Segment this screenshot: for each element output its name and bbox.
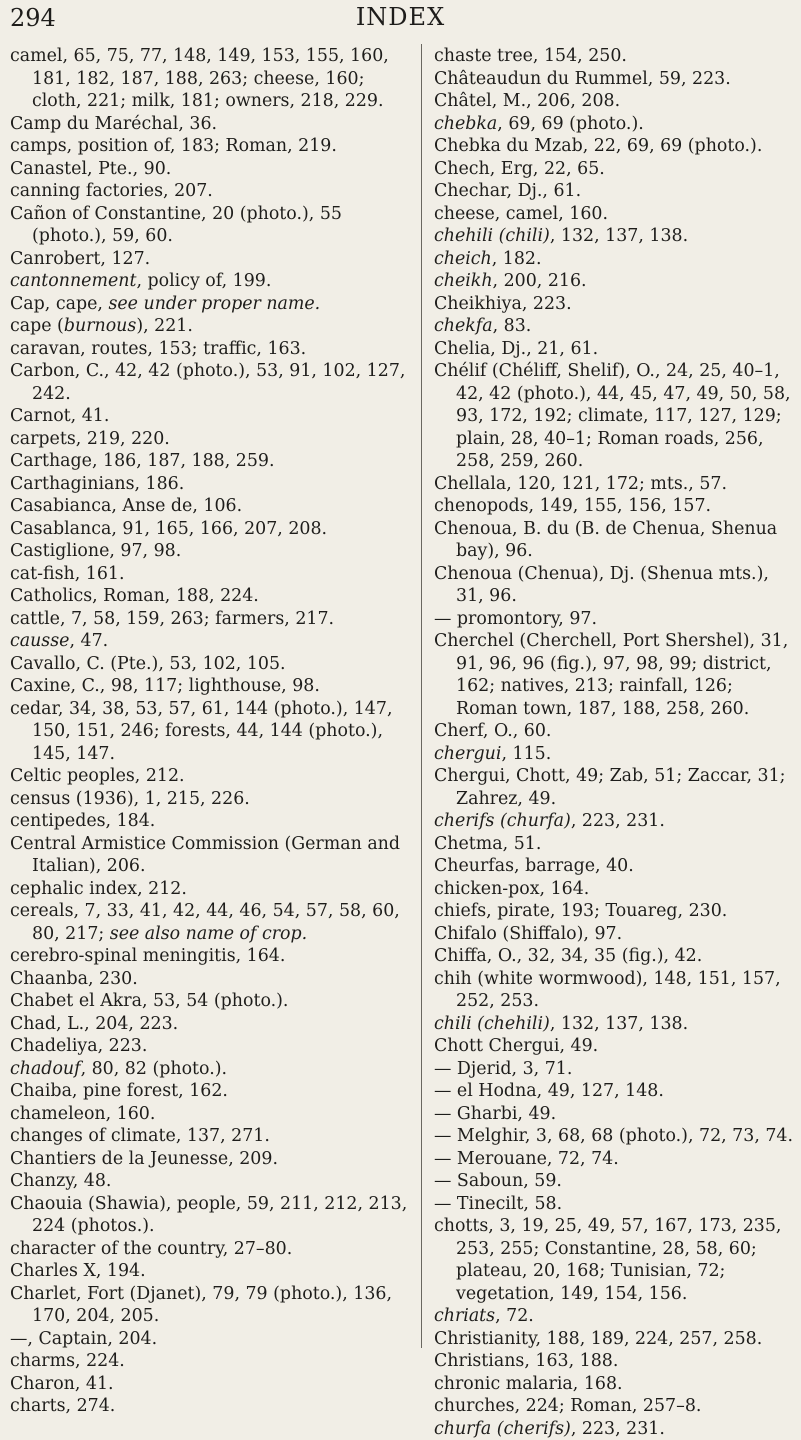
index-entry-text: Chiffa, O., 32, 34, 35 (fig.), 42. [434, 946, 702, 966]
index-entry [10, 675, 418, 698]
index-entry-text: — Merouane, 72, 74. [434, 1149, 619, 1169]
index-entry [10, 540, 418, 563]
index-entry [434, 1305, 794, 1328]
page-number: 294 [10, 4, 56, 32]
index-entry-text: , 182. [492, 249, 542, 269]
index-entry [10, 1058, 418, 1081]
index-entry-text: , 200, 216. [493, 271, 587, 291]
index-entry [434, 1328, 794, 1351]
index-entry [10, 833, 418, 878]
index-entry-text: Carbon, C., 42, 42 (photo.), 53, 91, 102, 127, 242. [10, 361, 405, 404]
index-column-right [434, 45, 794, 1440]
index-entry-text: Cherchel (Cherchell, Port Shershel), 31, 91, 96, 96 (fig.), 97, 98, 99; district, 162; natives, 213; rainfall, 126; Roman town, 187, 188, 258, 260. [434, 631, 788, 719]
index-entry [434, 900, 794, 923]
index-entry [434, 1080, 794, 1103]
index-entry-text: Carthage, 186, 187, 188, 259. [10, 451, 275, 471]
index-entry-italic-text: cheikh [434, 271, 493, 291]
index-entry-text: Cheikhiya, 223. [434, 294, 572, 314]
index-entry-text: Chaouia (Shawia), people, 59, 211, 212, 213, 224 (photos.). [10, 1194, 407, 1237]
index-entry-text: — el Hodna, 49, 127, 148. [434, 1081, 664, 1101]
index-entry-text: , 223, 231. [571, 1419, 665, 1439]
index-entry-text: chotts, 3, 19, 25, 49, 57, 167, 173, 235, 253, 255; Constantine, 28, 58, 60; plateau, 20, 168; Tunisian, 72; vegetation, 149, 154, 156. [434, 1216, 781, 1304]
index-entry-text: cereals, 7, 33, 41, 42, 44, 46, 54, 57, 58, 60, 80, 217; [10, 901, 400, 944]
index-entry-text: Charon, 41. [10, 1374, 114, 1394]
index-entry [434, 270, 794, 293]
index-entry-text: character of the country, 27–80. [10, 1239, 292, 1259]
index-entry [10, 1080, 418, 1103]
index-entry-text: Celtic peoples, 212. [10, 766, 185, 786]
index-entry [434, 495, 794, 518]
index-entry-text: changes of climate, 137, 271. [10, 1126, 270, 1146]
index-entry-italic-text: chekfa [434, 316, 493, 336]
index-entry [434, 473, 794, 496]
index-entry [10, 968, 418, 991]
index-entry [10, 203, 418, 248]
index-entry-text: Chenoua (Chenua), Dj. (Shenua mts.), 31, 96. [434, 564, 769, 607]
index-entry-italic-text: chergui [434, 744, 501, 764]
index-entry-text: , 72. [495, 1306, 534, 1326]
index-entry-text: Chad, L., 204, 223. [10, 1014, 178, 1034]
index-entry-text: , 69, 69 (photo.). [497, 114, 643, 134]
index-entry-italic-text: see under proper name. [108, 294, 320, 314]
index-entry-text: —, Captain, 204. [10, 1329, 157, 1349]
index-entry-text: , 132, 137, 138. [550, 1014, 688, 1034]
index-entry [434, 743, 794, 766]
index-entry [434, 1193, 794, 1216]
index-entry [434, 630, 794, 720]
index-entry [434, 1215, 794, 1305]
index-entry-text: Cavallo, C. (Pte.), 53, 102, 105. [10, 654, 286, 674]
index-entry-italic-text: causse [10, 631, 69, 651]
index-entry [434, 135, 794, 158]
index-entry [10, 630, 418, 653]
index-entry [434, 180, 794, 203]
index-entry-text: camps, position of, 183; Roman, 219. [10, 136, 337, 156]
index-entry-text: charms, 224. [10, 1351, 125, 1371]
index-entry-text: Chanzy, 48. [10, 1171, 111, 1191]
index-entry [434, 1350, 794, 1373]
index-entry [434, 45, 794, 68]
index-entry-italic-text: chebka [434, 114, 497, 134]
index-entry-text: Châtel, M., 206, 208. [434, 91, 620, 111]
index-entry [10, 1193, 418, 1238]
index-entry-text: Carnot, 41. [10, 406, 109, 426]
index-entry-text: cerebro-spinal meningitis, 164. [10, 946, 285, 966]
index-entry-text: Camp du Maréchal, 36. [10, 114, 217, 134]
index-entry-text: Charles X, 194. [10, 1261, 146, 1281]
index-entry-text: Chechar, Dj., 61. [434, 181, 581, 201]
index-entry [434, 1170, 794, 1193]
index-entry-text: Central Armistice Commission (German and Italian), 206. [10, 834, 400, 877]
index-entry [434, 1058, 794, 1081]
index-entry-text: cedar, 34, 38, 53, 57, 61, 144 (photo.), 147, 150, 151, 246; forests, 44, 144 (photo.), 145, 147. [10, 699, 392, 764]
index-entry [434, 1418, 794, 1440]
index-entry-text: Chellala, 120, 121, 172; mts., 57. [434, 474, 727, 494]
index-entry [10, 293, 418, 316]
index-entry-text: chicken-pox, 164. [434, 879, 589, 899]
index-entry [10, 900, 418, 945]
index-entry [434, 765, 794, 810]
index-entry [10, 1103, 418, 1126]
index-entry-text: — Saboun, 59. [434, 1171, 562, 1191]
index-entry [434, 293, 794, 316]
index-entry-text: Cañon of Constantine, 20 (photo.), 55 (photo.), 59, 60. [10, 204, 342, 247]
index-entry [434, 720, 794, 743]
index-entry-text: chiefs, pirate, 193; Touareg, 230. [434, 901, 727, 921]
index-entry [10, 608, 418, 631]
index-entry [10, 135, 418, 158]
index-entry-italic-text: churfa (cherifs) [434, 1419, 571, 1439]
index-entry [10, 788, 418, 811]
index-entry-text: caravan, routes, 153; traffic, 163. [10, 339, 306, 359]
index-entry [434, 360, 794, 473]
index-entry-text: Chadeliya, 223. [10, 1036, 147, 1056]
page-title: INDEX [0, 3, 801, 31]
index-entry [434, 158, 794, 181]
index-entry [434, 1125, 794, 1148]
index-entry-text: — Melghir, 3, 68, 68 (photo.), 72, 73, 74. [434, 1126, 793, 1146]
index-entry [10, 180, 418, 203]
index-entry [434, 248, 794, 271]
index-entry-text: chameleon, 160. [10, 1104, 155, 1124]
index-entry-text: camel, 65, 75, 77, 148, 149, 153, 155, 160, 181, 182, 187, 188, 263; cheese, 160; cloth, 221; milk, 181; owners, 218, 229. [10, 46, 389, 111]
index-entry-text: , policy of, 199. [136, 271, 271, 291]
index-entry-text: , 83. [493, 316, 532, 336]
index-entry-text: charts, 274. [10, 1396, 115, 1416]
index-entry [10, 315, 418, 338]
index-entry [434, 113, 794, 136]
index-entry-text: Chergui, Chott, 49; Zab, 51; Zaccar, 31; Zahrez, 49. [434, 766, 786, 809]
index-entry [10, 360, 418, 405]
index-entry-text: — Djerid, 3, 71. [434, 1059, 572, 1079]
index-entry-text: Châteaudun du Rummel, 59, 223. [434, 69, 731, 89]
index-entry-italic-text: chili (chehili) [434, 1014, 550, 1034]
index-entry-text: — Gharbi, 49. [434, 1104, 556, 1124]
index-column-left [10, 45, 418, 1418]
index-entry-italic-text: chehili (chili) [434, 226, 550, 246]
index-entry [434, 945, 794, 968]
index-entry [434, 315, 794, 338]
index-entry [10, 1395, 418, 1418]
index-entry-text: Chenoua, B. du (B. de Chenua, Shenua bay), 96. [434, 519, 777, 562]
index-entry-text: churches, 224; Roman, 257–8. [434, 1396, 701, 1416]
index-entry [10, 1350, 418, 1373]
index-entry-text: , 80, 82 (photo.). [81, 1059, 227, 1079]
index-entry [434, 810, 794, 833]
index-entry-text: canning factories, 207. [10, 181, 213, 201]
index-entry-text: Chélif (Chéliff, Shelif), O., 24, 25, 40–1, 42, 42 (photo.), 44, 45, 47, 49, 50, 58, 93, 172, 192; climate, 117, 127, 129; plain, 28, 40–1; Roman roads, 256, 258, 259, 260. [434, 361, 791, 471]
column-divider [421, 44, 422, 1348]
index-entry [10, 248, 418, 271]
index-entry [10, 653, 418, 676]
index-entry-text: Carthaginians, 186. [10, 474, 184, 494]
index-entry [10, 1328, 418, 1351]
index-entry [10, 270, 418, 293]
index-entry-text: chaste tree, 154, 250. [434, 46, 627, 66]
index-entry-italic-text: see also name of crop. [110, 924, 307, 944]
index-entry-text: Chelia, Dj., 21, 61. [434, 339, 598, 359]
index-entry-text: Chott Chergui, 49. [434, 1036, 598, 1056]
index-entry [10, 1035, 418, 1058]
index-entry-italic-text: chadouf [10, 1059, 81, 1079]
index-entry-text: chronic malaria, 168. [434, 1374, 623, 1394]
index-entry-text: Chifalo (Shiffalo), 97. [434, 924, 622, 944]
index-entry [434, 1013, 794, 1036]
index-entry [434, 1103, 794, 1126]
index-entry [10, 1170, 418, 1193]
index-entry-text: ), 221. [136, 316, 193, 336]
index-entry-text: , 47. [69, 631, 108, 651]
index-entry-text: Canrobert, 127. [10, 249, 150, 269]
index-entry-text: cape ( [10, 316, 64, 336]
index-entry-text: — Tinecilt, 58. [434, 1194, 562, 1214]
index-entry-text: Casabianca, Anse de, 106. [10, 496, 242, 516]
page-header [0, 0, 801, 40]
index-entry [434, 203, 794, 226]
index-entry [434, 1035, 794, 1058]
index-entry [434, 608, 794, 631]
index-entry [10, 563, 418, 586]
index-entry [10, 1283, 418, 1328]
index-entry-text: Chabet el Akra, 53, 54 (photo.). [10, 991, 288, 1011]
index-entry [10, 990, 418, 1013]
index-entry [434, 923, 794, 946]
index-entry-text: Chetma, 51. [434, 834, 541, 854]
index-entry [434, 518, 794, 563]
index-entry [10, 878, 418, 901]
index-entry-text: Catholics, Roman, 188, 224. [10, 586, 259, 606]
index-entry-text: Casablanca, 91, 165, 166, 207, 208. [10, 519, 327, 539]
index-entry-text: census (1936), 1, 215, 226. [10, 789, 250, 809]
index-entry-text: Cherf, O., 60. [434, 721, 551, 741]
index-entry [10, 113, 418, 136]
index-entry-text: cat-fish, 161. [10, 564, 124, 584]
index-entry [434, 90, 794, 113]
index-entry [10, 518, 418, 541]
index-entry [10, 1238, 418, 1261]
index-entry-text: Chech, Erg, 22, 65. [434, 159, 605, 179]
index-entry-text: Chebka du Mzab, 22, 69, 69 (photo.). [434, 136, 762, 156]
index-entry-italic-text: cantonnement [10, 271, 136, 291]
index-entry [10, 1125, 418, 1148]
index-entry-italic-text: chriats [434, 1306, 495, 1326]
index-entry [434, 338, 794, 361]
index-entry [10, 473, 418, 496]
index-entry-text: , 132, 137, 138. [550, 226, 688, 246]
index-entry-text: chih (white wormwood), 148, 151, 157, 252, 253. [434, 969, 781, 1012]
index-entry [10, 495, 418, 518]
index-entry-italic-text: cherifs (churfa) [434, 811, 571, 831]
index-entry-text: carpets, 219, 220. [10, 429, 170, 449]
index-entry-text: Caxine, C., 98, 117; lighthouse, 98. [10, 676, 320, 696]
index-entry-text: Canastel, Pte., 90. [10, 159, 171, 179]
index-entry-text: Charlet, Fort (Djanet), 79, 79 (photo.), 136, 170, 204, 205. [10, 1284, 392, 1327]
index-entry-text: Chaanba, 230. [10, 969, 138, 989]
index-entry [10, 585, 418, 608]
index-entry [10, 428, 418, 451]
index-entry [434, 563, 794, 608]
index-entry-text: chenopods, 149, 155, 156, 157. [434, 496, 711, 516]
index-entry [10, 1013, 418, 1036]
index-entry [434, 855, 794, 878]
index-entry [10, 765, 418, 788]
index-entry [10, 1148, 418, 1171]
index-entry [10, 945, 418, 968]
index-entry-text: Chaiba, pine forest, 162. [10, 1081, 228, 1101]
index-entry [434, 833, 794, 856]
index-entry-italic-text: cheich [434, 249, 492, 269]
index-entry-text: centipedes, 184. [10, 811, 155, 831]
index-entry [10, 698, 418, 766]
index-entry-italic-text: burnous [64, 316, 136, 336]
index-entry [434, 225, 794, 248]
index-entry-text: , 223, 231. [571, 811, 665, 831]
index-entry-text: Christianity, 188, 189, 224, 257, 258. [434, 1329, 762, 1349]
index-entry [10, 1373, 418, 1396]
index-entry [10, 45, 418, 113]
index-entry [10, 405, 418, 428]
index-entry [434, 1373, 794, 1396]
index-entry-text: — promontory, 97. [434, 609, 597, 629]
index-entry-text: Cheurfas, barrage, 40. [434, 856, 634, 876]
index-entry-text: cattle, 7, 58, 159, 263; farmers, 217. [10, 609, 334, 629]
index-entry-text: , 115. [501, 744, 551, 764]
index-entry-text: Cap, cape, [10, 294, 108, 314]
index-entry [434, 1148, 794, 1171]
index-entry [434, 68, 794, 91]
index-entry [434, 1395, 794, 1418]
index-entry [434, 878, 794, 901]
index-entry [10, 810, 418, 833]
index-entry-text: Christians, 163, 188. [434, 1351, 618, 1371]
index-entry-text: cephalic index, 212. [10, 879, 187, 899]
index-entry [10, 158, 418, 181]
index-entry [10, 338, 418, 361]
index-entry [10, 450, 418, 473]
index-entry-text: Castiglione, 97, 98. [10, 541, 181, 561]
index-entry [10, 1260, 418, 1283]
index-entry-text: cheese, camel, 160. [434, 204, 608, 224]
index-entry-text: Chantiers de la Jeunesse, 209. [10, 1149, 278, 1169]
index-entry [434, 968, 794, 1013]
